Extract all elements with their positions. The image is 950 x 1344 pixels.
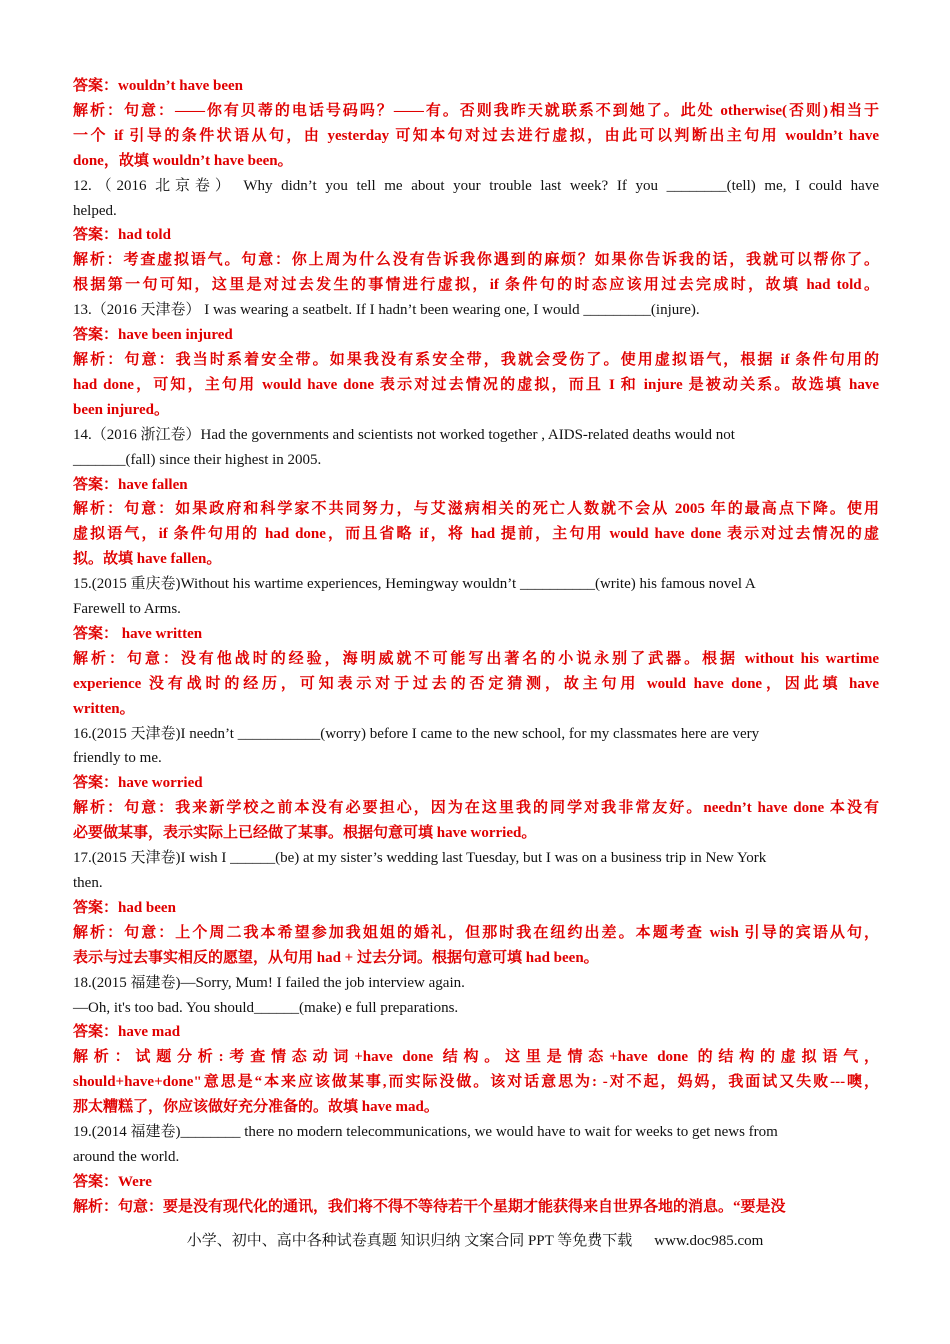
text-line: [73, 647, 879, 672]
text-line: [73, 199, 879, 224]
text-line: [73, 1045, 879, 1070]
explanation-text: written。: [73, 700, 135, 717]
answer-text: 答案：had been: [73, 899, 176, 916]
explanation-text: 解析：句意：——你有贝蒂的电话号码吗？——有。否则我昨天就联系不到她了。此处 otherwise(否则)相当于: [73, 102, 879, 119]
text-line: [73, 74, 879, 99]
question-text: then.: [73, 875, 103, 891]
question-text: 12.（2016 北京卷） Why didn’t you tell me about your trouble last week? If you ________(tell) me, I could have: [73, 177, 879, 194]
text-line: [73, 1070, 879, 1095]
text-line: [73, 871, 879, 896]
explanation-text: 解析：句意：我当时系着安全带。如果我没有系安全带，我就会受伤了。使用虚拟语气，根据 if 条件句用的: [73, 351, 879, 368]
text-line: [73, 149, 879, 174]
explanation-text: 根据第一句可知，这里是对过去发生的事情进行虚拟，if 条件句的时态应该用过去完成时，故填 had told。: [73, 277, 879, 294]
text-line: [73, 771, 879, 796]
answer-text: 答案：had told: [73, 227, 171, 244]
question-text: helped.: [73, 202, 117, 219]
text-line: [73, 697, 879, 722]
text-line: [73, 896, 879, 921]
page-footer: [0, 1229, 950, 1250]
text-line: [73, 323, 879, 348]
text-line: [73, 1095, 879, 1120]
question-text: 15.(2015 重庆卷)Without his wartime experiences, Hemingway wouldn’t __________(write) his famous novel A: [73, 576, 756, 593]
answer-text: 答案：have mad: [73, 1024, 181, 1041]
text-line: [73, 223, 879, 248]
text-line: [73, 1020, 879, 1045]
text-line: [73, 348, 879, 373]
question-text: _______(fall) since their highest in 2005.: [73, 451, 322, 468]
answer-text: 答案： have written: [73, 625, 203, 642]
question-text: 19.(2014 福建卷)________ there no modern telecommunications, we would have to wait for weeks to get news from: [73, 1124, 778, 1141]
text-line: [73, 522, 879, 547]
text-line: [73, 796, 879, 821]
text-line: [73, 373, 879, 398]
text-line: [73, 946, 879, 971]
answer-text: 答案：have been injured: [73, 327, 233, 344]
text-line: [73, 1120, 879, 1145]
explanation-text: 虚拟语气，if 条件句用的 had done，而且省略 if，将 had 提前，主句用 would have done 表示对过去情况的虚: [73, 526, 879, 543]
text-line: [73, 273, 879, 298]
explanation-text: had done，可知，主句用 would have done 表示对过去情况的虚拟，而且 I 和 injure 是被动关系。故选填 have: [73, 376, 879, 393]
explanation-text: 那太糟糕了，你应该做好充分准备的。故填 have mad。: [73, 1099, 439, 1116]
text-line: [73, 497, 879, 522]
answer-text: 答案：Were: [73, 1173, 152, 1190]
document-body: [73, 74, 879, 1220]
explanation-text: 解析：句意：上个周二我本希望参加我姐姐的婚礼，但那时我在纽约出差。本题考查 wish 引导的宾语从句，: [73, 924, 879, 941]
question-text: friendly to me.: [73, 750, 162, 767]
explanation-text: 解析：考查虚拟语气。句意：你上周为什么没有告诉我你遇到的麻烦？如果你告诉我的话，我就可以帮你了。: [73, 252, 879, 269]
question-text: —Oh, it's too bad. You should______(make) e full preparations.: [73, 999, 459, 1016]
text-line: [73, 672, 879, 697]
answer-text: 答案：have fallen: [73, 476, 188, 493]
text-line: [73, 1195, 879, 1220]
text-line: [73, 996, 879, 1021]
text-line: [73, 1145, 879, 1170]
text-line: [73, 1170, 879, 1195]
question-text: Farewell to Arms.: [73, 601, 181, 618]
question-text: around the world.: [73, 1148, 180, 1165]
explanation-text: experience 没有战时的经历，可知表示对于过去的否定猜测，故主句用 would have done，因此填 have: [73, 675, 879, 692]
question-text: 14.（2016 浙江卷）Had the governments and scientists not worked together , AIDS-related deaths would not: [73, 426, 735, 443]
text-line: [73, 99, 879, 124]
text-line: [73, 746, 879, 771]
text-line: [73, 821, 879, 846]
text-line: [73, 298, 879, 323]
text-line: [73, 722, 879, 747]
text-line: [73, 423, 879, 448]
explanation-text: 解析：句意：没有他战时的经验，海明威就不可能写出著名的小说永别了武器。根据 without his wartime: [73, 650, 879, 667]
explanation-text: 拟。故填 have fallen。: [73, 551, 222, 568]
footer-text: 小学、初中、高中各种试卷真题 知识归纳 文案合同 PPT 等免费下载: [186, 1233, 633, 1249]
text-line: [73, 622, 879, 647]
text-line: [73, 124, 879, 149]
text-line: [73, 448, 879, 473]
explanation-text: 解析：句意：要是没有现代化的通讯，我们将不得不等待若干个星期才能获得来自世界各地的消息。“要是没: [73, 1198, 786, 1215]
explanation-text: 解析：句意：如果政府和科学家不共同努力，与艾滋病相关的死亡人数就不会从 2005 年的最高点下降。使用: [73, 501, 879, 518]
footer-url: www.doc985.com: [654, 1233, 764, 1249]
answer-text: 答案：wouldn’t have been: [73, 78, 244, 94]
question-text: 13.（2016 天津卷） I was wearing a seatbelt. If I hadn’t been wearing one, I would _________(injure).: [73, 302, 700, 319]
text-line: [73, 248, 879, 273]
text-line: [73, 398, 879, 423]
text-line: [73, 473, 879, 498]
explanation-text: done，故填 wouldn’t have been。: [73, 152, 293, 169]
question-text: 16.(2015 天津卷)I needn’t ___________(worry) before I came to the new school, for my classmates here are very: [73, 725, 760, 742]
text-line: [73, 846, 879, 871]
explanation-text: 解析：试题分析:考查情态动词+have done 结构。这里是情态+have done 的结构的虚拟语气，: [73, 1049, 879, 1066]
explanation-text: 一个 if 引导的条件状语从句，由 yesterday 可知本句对过去进行虚拟，由此可以判断出主句用 wouldn’t have: [73, 127, 879, 144]
text-line: [73, 597, 879, 622]
explanation-text: should+have+done"意思是“本来应该做某事,而实际没做。该对话意思为: -对不起，妈妈，我面试又失败---噢，: [73, 1074, 879, 1091]
explanation-text: 表示与过去事实相反的愿望，从句用 had + 过去分词。根据句意可填 had been。: [73, 949, 599, 966]
explanation-text: 必要做某事，表示实际上已经做了某事。根据句意可填 have worried。: [73, 825, 537, 842]
explanation-text: been injured。: [73, 401, 169, 418]
text-line: [73, 547, 879, 572]
answer-text: 答案：have worried: [73, 775, 203, 792]
text-line: [73, 572, 879, 597]
text-line: [73, 174, 879, 199]
text-line: [73, 971, 879, 996]
explanation-text: 解析：句意：我来新学校之前本没有必要担心，因为在这里我的同学对我非常友好。needn’t have done 本没有: [73, 800, 879, 817]
question-text: 18.(2015 福建卷)—Sorry, Mum! I failed the job interview again.: [73, 974, 465, 991]
question-text: 17.(2015 天津卷)I wish I ______(be) at my sister’s wedding last Tuesday, but I was on a business trip in New York: [73, 850, 767, 867]
text-line: [73, 921, 879, 946]
